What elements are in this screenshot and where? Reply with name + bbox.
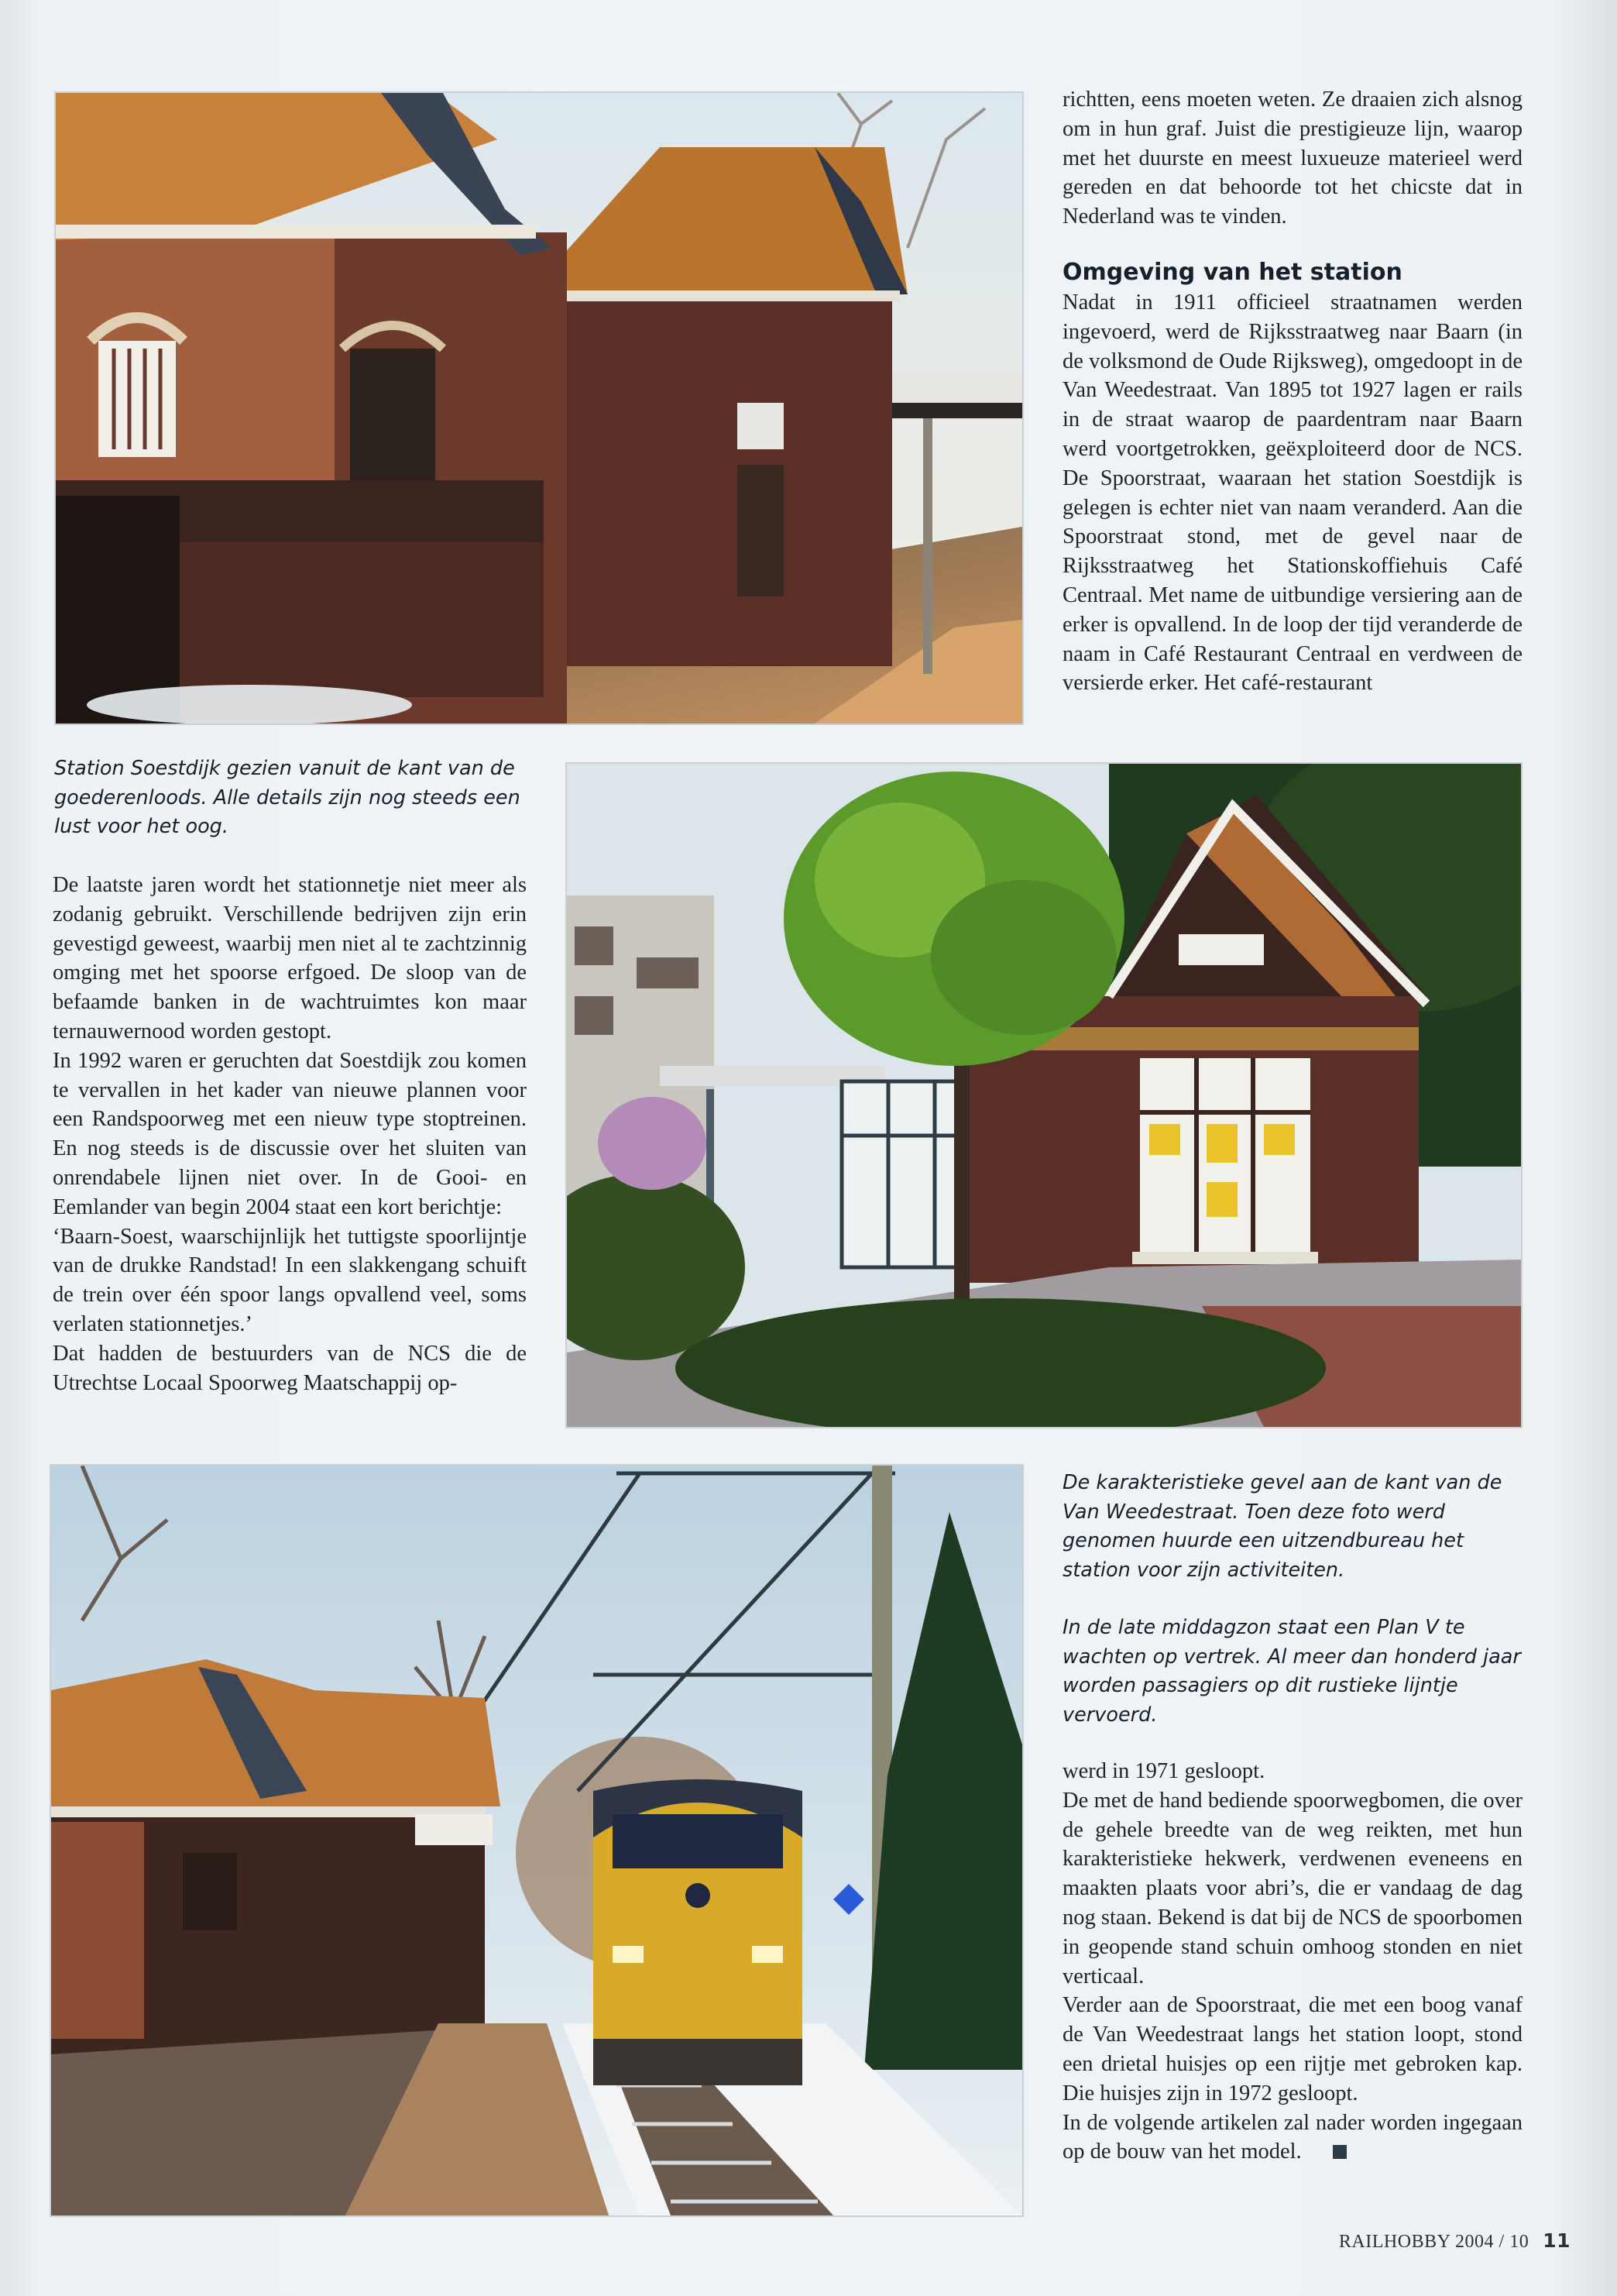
paragraph-gesloopt: werd in 1971 gesloopt. (1063, 1759, 1265, 1783)
paragraph-volgende (1063, 2109, 1523, 2167)
paragraph-4: Dat hadden de bestuurders van de NCS die de Utrechtse Locaal Spoorweg Maatschappij op- (53, 1341, 527, 1395)
page-number: 11 (1543, 2229, 1571, 2252)
page-footer (1339, 2229, 1571, 2253)
magazine-issue: RAILHOBBY 2004 / 10 (1338, 2232, 1529, 2252)
text-column-left-middle (53, 871, 527, 1397)
text-column-right-omgeving (1063, 288, 1523, 698)
photo-plan-v-train (50, 1464, 1024, 2217)
paragraph-huisjes: Verder aan de Spoorstraat, die met een boog vanaf de Van Weedestraat langs het station loopt, stond een drietal huisjes op een rijtje met gebroken kap. Die huisjes zijn in 1972 gesloopt. (1063, 1993, 1523, 2105)
end-of-article-icon (1333, 2145, 1347, 2159)
text-column-right-bottom (1063, 1757, 1523, 2167)
caption-2-text: De karakteristieke gevel aan de kant van de Van Weedestraat. Toen deze foto werd genomen huurde een uitzendbureau het station voor zijn activiteiten. (1063, 1471, 1502, 1582)
paragraph-volgende-text: In de volgende artikelen zal nader worden ingegaan op de bouw van het model. (1063, 2110, 1523, 2164)
section-heading: Omgeving van het station (1063, 259, 1402, 286)
photo-station-platform (54, 91, 1024, 725)
paragraph-quote: ‘Baarn-Soest, waarschijnlijk het tuttigste spoorlijntje van de drukke Randstad! In een slakkengang schuift de trein over één spoor langs opvallend veel, soms verlaten stationnetjes.’ (53, 1224, 527, 1336)
caption-3-text: In de late middagzon staat een Plan V te wachten op vertrek. Al meer dan honderd jaar worden passagiers op dit rustieke lijntje vervoerd. (1063, 1616, 1521, 1727)
paragraph-omgeving: Nadat in 1911 officieel straatnamen werden ingevoerd, werd de Rijksstraatweg naar Baarn (in de volksmond de Oude Rijksweg), omgedoopt in de Van Weedestraat. Van 1895 tot 1927 lagen er rails in de straat waarop de paardentram naar Baarn werd voortgetrokken, geëxploiteerd door de NCS. De Spoorstraat, waaraan het station Soestdijk is gelegen is echter niet van naam veranderd. Aan die Spoorstraat stond, met de gevel naar de Rijksstraatweg het Stationskoffiehuis Café Centraal. Met name de uitbundige versiering aan de erker is opvallend. In de loop der tijd veranderde de naam in Café Restaurant Centraal en verdween de versierde erker. Het café-restaurant (1063, 290, 1523, 696)
paragraph-2: In 1992 waren er geruchten dat Soestdijk zou komen te vervallen in het kader van nieuwe plannen voor een Randspoorweg met een nieuw type stoptreinen. En nog steeds is de discussie over het sluiten van onrendabele lijnen niet over. In de Gooi- en Eemlander van begin 2004 staat een kort berichtje: (53, 1048, 527, 1219)
paragraph-continued: richtten, eens moeten weten. Ze draaien zich alsnog om in hun graf. Juist die prestigieuze lijn, waarop met het duurste en meest luxueuze materieel werd gereden en dat behoorde tot het chicste dat in Nederland was te vinden. (1063, 88, 1523, 229)
paragraph-spoorwegbomen: De met de hand bediende spoorwegbomen, die over de gehele breedte van de weg reikten, met hun karakteristieke hekwerk, verdwenen eveneens en maakten plaats voor abri’s, die er vandaag de dag nog staan. Bekend is dat bij de NCS de spoorbomen in geopende stand schuin omhoog stonden en niet verticaal. (1063, 1788, 1523, 1988)
paragraph-1: De laatste jaren wordt het stationnetje niet meer als zodanig gebruikt. Verschillende bedrijven zijn erin gevestigd geweest, waarbij men niet al te zachtzinnig omging met het spoorse erfgoed. De sloop van de befaamde banken in de wachtruimtes kon maar ternauwernood worden gestopt. (53, 873, 527, 1043)
caption-group-right (1063, 1469, 1526, 1758)
photo-station-gable (565, 762, 1523, 1428)
text-column-right-top (1063, 85, 1523, 232)
caption-1-text: Station Soestdijk gezien vanuit de kant van de goederenloods. Alle details zijn nog steeds een lust voor het oog. (54, 757, 520, 838)
caption-photo-station-platform (54, 754, 534, 871)
